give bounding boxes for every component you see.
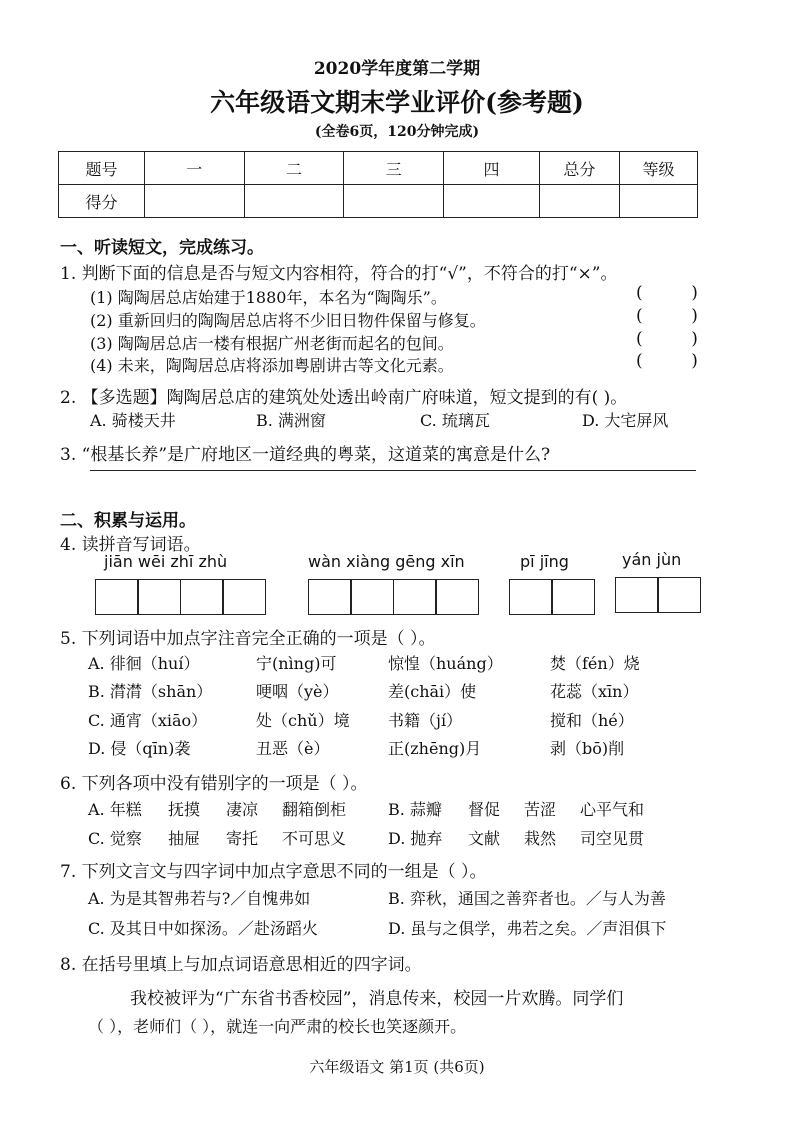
score-cell[interactable] <box>539 185 619 218</box>
q5-d-4: 剥（bō)削 <box>550 739 625 758</box>
q7-stem: 7. 下列文言文与四字词中加点字意思不同的一组是（ ）。 <box>60 862 487 882</box>
cell-part-3: 三 <box>344 152 444 185</box>
score-table-score-row <box>59 185 698 218</box>
q7-option-c: C. 及其日中如探汤。／赴汤蹈火 <box>88 919 318 938</box>
q5-b-1: B. 潸潸（shān） <box>88 682 213 701</box>
answer-paren[interactable]: ( ) <box>636 329 698 349</box>
q4-boxes-4[interactable] <box>616 577 701 613</box>
q6-stem: 6. 下列各项中没有错别字的一项是（ ）。 <box>60 774 368 794</box>
q6-d-3: 栽然 <box>524 829 557 848</box>
q5-c-1: C. 通宵（xiāo） <box>88 711 208 730</box>
q6-b-2: 督促 <box>468 800 501 819</box>
cell-part-2: 二 <box>244 152 344 185</box>
page-title: 六年级语文期末学业评价(参考题) <box>210 88 584 117</box>
q6-b-4: 心平气和 <box>580 800 645 819</box>
q6-c-1: C. 觉察 <box>88 829 142 848</box>
q2-option-d: D. 大宅屏风 <box>582 411 669 430</box>
section2-heading: 二、积累与运用。 <box>60 511 196 531</box>
score-cell[interactable] <box>444 185 540 218</box>
q1-stem: 1. 判断下面的信息是否与短文内容相符，符合的打“√”，不符合的打“×”。 <box>60 264 618 284</box>
q5-a-2: 宁(nìng)可 <box>256 654 337 673</box>
q5-stem: 5. 下列词语中加点字注音完全正确的一项是（ ）。 <box>60 629 436 649</box>
score-cell[interactable] <box>144 185 244 218</box>
q7-option-a: A. 为是其智弗若与?／自愧弗如 <box>88 889 311 908</box>
q5-c-2: 处（chǔ）境 <box>256 711 350 730</box>
q2-option-b: B. 满洲窗 <box>256 411 326 430</box>
score-table-header-row <box>59 152 698 185</box>
q5-d-2: 丑恶（è） <box>256 739 330 758</box>
cell-part-4: 四 <box>444 152 540 185</box>
q8-line-2: （ ），老师们（ ），就连一向严肃的校长也笑逐颜开。 <box>88 1017 467 1036</box>
q1-item-4: (4) 未来，陶陶居总店将添加粤剧讲古等文化元素。 <box>90 356 454 375</box>
q6-c-2: 抽屉 <box>168 829 201 848</box>
q4-stem: 4. 读拼音写词语。 <box>60 535 201 555</box>
q2-option-c: C. 琉璃瓦 <box>420 411 490 430</box>
cell-question-number: 题号 <box>59 152 145 185</box>
q3-answer-line[interactable] <box>90 470 696 471</box>
score-cell[interactable] <box>619 185 697 218</box>
q6-d-4: 司空见贯 <box>580 829 645 848</box>
q1-item-3: (3) 陶陶居总店一楼有根据广州老街而起名的包间。 <box>90 334 454 353</box>
q5-d-3: 正(zhēng)月 <box>388 739 482 758</box>
q8-stem: 8. 在括号里填上与加点词语意思相近的四字词。 <box>60 955 422 975</box>
q3-stem: 3. “根基长养”是广府地区一道经典的粤菜，这道菜的寓意是什么? <box>60 445 551 465</box>
q7-option-d: D. 虽与之俱学，弗若之矣。／声泪俱下 <box>388 919 667 938</box>
q5-a-3: 惊惶（huáng） <box>388 654 503 673</box>
q5-c-3: 书籍（jí） <box>388 711 463 730</box>
q6-a-4: 翻箱倒柜 <box>282 800 347 819</box>
q1-item-1: (1) 陶陶居总店始建于1880年，本名为“陶陶乐”。 <box>90 288 447 307</box>
cell-grade: 等级 <box>619 152 697 185</box>
q4-boxes-1[interactable] <box>96 579 266 615</box>
q6-a-1: A. 年糕 <box>88 800 142 819</box>
q4-pinyin-2: wàn xiàng gēng xīn <box>308 552 465 571</box>
q8-line-1: 我校被评为“广东省书香校园”，消息传来，校园一片欢腾。同学们 <box>130 989 624 1009</box>
score-cell[interactable] <box>244 185 344 218</box>
answer-paren[interactable]: ( ) <box>636 351 698 371</box>
q5-a-4: 焚（fén）烧 <box>550 654 640 673</box>
q2-stem: 2. 【多选题】陶陶居总店的建筑处处透出岭南广府味道，短文提到的有( )。 <box>60 388 628 408</box>
q4-pinyin-4: yán jùn <box>622 550 682 569</box>
answer-paren[interactable]: ( ) <box>636 306 698 326</box>
q6-a-3: 凄凉 <box>226 800 259 819</box>
cell-score-label: 得分 <box>59 185 145 218</box>
q6-b-1: B. 蒜瓣 <box>388 800 442 819</box>
page-footer: 六年级语文 第1页 (共6页) <box>309 1058 485 1076</box>
cell-part-1: 一 <box>144 152 244 185</box>
q5-a-1: A. 徘徊（huí） <box>88 654 200 673</box>
q4-pinyin-1: jiān wēi zhī zhù <box>104 552 228 571</box>
term-line: 2020学年度第二学期 <box>313 59 481 79</box>
score-cell[interactable] <box>344 185 444 218</box>
subtitle: (全卷6页，120分钟完成) <box>314 124 480 140</box>
q6-d-1: D. 抛弃 <box>388 829 443 848</box>
q4-boxes-2[interactable] <box>309 579 479 615</box>
score-table <box>58 151 698 218</box>
q2-option-a: A. 骑楼天井 <box>90 411 176 430</box>
section1-heading: 一、听读短文，完成练习。 <box>60 238 264 258</box>
q4-boxes-3[interactable] <box>510 579 595 615</box>
q5-b-4: 花蕊（xīn） <box>550 682 639 701</box>
q4-pinyin-3: pī jīng <box>520 552 569 571</box>
q5-b-2: 哽咽（yè） <box>256 682 339 701</box>
answer-paren[interactable]: ( ) <box>636 283 698 303</box>
q5-d-1: D. 侵（qīn)袭 <box>88 739 191 758</box>
cell-total: 总分 <box>539 152 619 185</box>
q6-d-2: 文献 <box>468 829 501 848</box>
q6-a-2: 抚摸 <box>168 800 201 819</box>
q6-c-3: 寄托 <box>226 829 259 848</box>
q1-item-2: (2) 重新回归的陶陶居总店将不少旧日物件保留与修复。 <box>90 311 486 330</box>
q5-b-3: 差(chāi）使 <box>388 682 477 701</box>
q6-b-3: 苦涩 <box>524 800 557 819</box>
q5-c-4: 搅和（hé） <box>550 711 634 730</box>
q7-option-b: B. 弈秋，通国之善弈者也。／与人为善 <box>388 889 666 908</box>
q6-c-4: 不可思义 <box>282 829 347 848</box>
